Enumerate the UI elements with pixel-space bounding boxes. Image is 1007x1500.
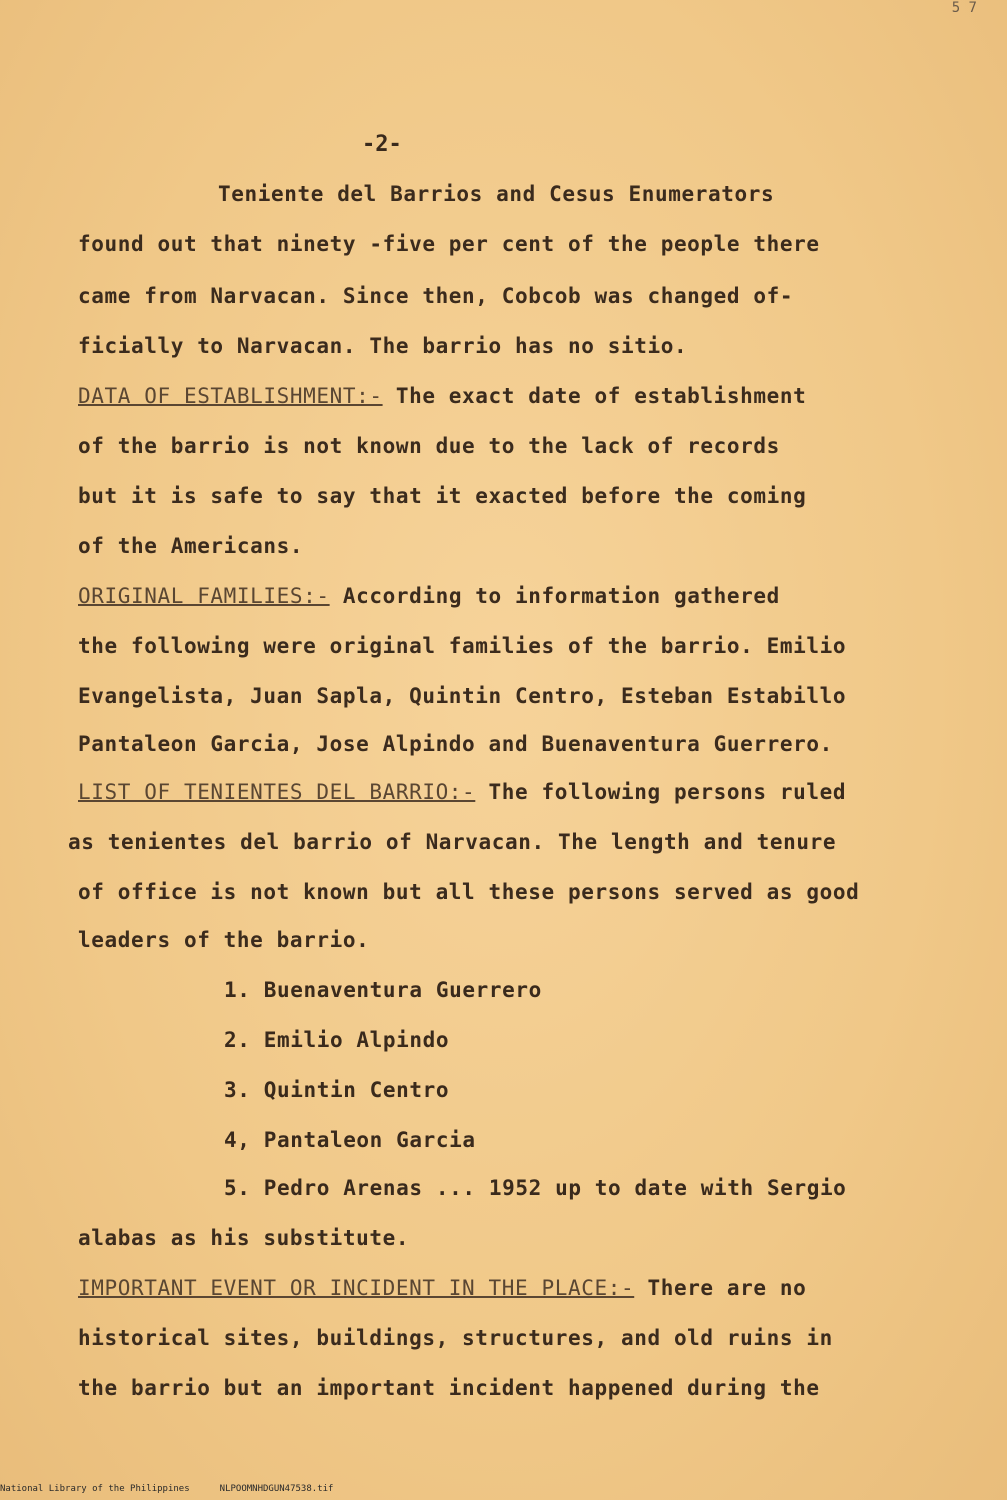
tenientes-line: as tenientes del barrio of Narvacan. The length and tenure bbox=[68, 830, 837, 854]
data-establishment-heading: DATA OF ESTABLISHMENT:- bbox=[78, 384, 383, 408]
data-establishment-line: of the Americans. bbox=[78, 534, 304, 558]
original-families-line: Evangelista, Juan Sapla, Quintin Centro, Esteban Estabillo bbox=[78, 684, 847, 708]
page-number: -2- bbox=[362, 132, 402, 157]
data-establishment-text: The exact date of establishment bbox=[382, 384, 807, 408]
important-event-line: the barrio but an important incident happened during the bbox=[78, 1376, 820, 1400]
important-event-first-line bbox=[78, 1276, 806, 1300]
intro-line: found out that ninety -five per cent of the people there bbox=[78, 232, 820, 256]
original-families-line: the following were original families of the barrio. Emilio bbox=[78, 634, 847, 658]
list-item: 5. Pedro Arenas ... 1952 up to date with Sergio bbox=[224, 1176, 847, 1200]
list-item: 1. Buenaventura Guerrero bbox=[224, 978, 542, 1002]
corner-mark: 5 7 bbox=[951, 0, 977, 16]
intro-line: Teniente del Barrios and Cesus Enumerators bbox=[218, 182, 775, 206]
footer-library: National Library of the Philippines bbox=[0, 1484, 190, 1494]
intro-line: ficially to Narvacan. The barrio has no sitio. bbox=[78, 334, 688, 358]
footer-file: NLPOOMNHDGUN47538.tif bbox=[219, 1484, 334, 1494]
original-families-text: According to information gathered bbox=[329, 584, 780, 608]
data-establishment-line: but it is safe to say that it exacted before the coming bbox=[78, 484, 807, 508]
original-families-heading: ORIGINAL FAMILIES:- bbox=[78, 584, 330, 608]
important-event-line: historical sites, buildings, structures, and old ruins in bbox=[78, 1326, 833, 1350]
scan-footer bbox=[0, 1484, 1007, 1498]
list-item: 4, Pantaleon Garcia bbox=[224, 1128, 476, 1152]
list-continuation: alabas as his substitute. bbox=[78, 1226, 410, 1250]
original-families-line: Pantaleon Garcia, Jose Alpindo and Buenaventura Guerrero. bbox=[78, 732, 833, 756]
data-establishment-line: of the barrio is not known due to the lack of records bbox=[78, 434, 780, 458]
intro-line: came from Narvacan. Since then, Cobcob was changed of- bbox=[78, 284, 794, 308]
original-families-first-line bbox=[78, 584, 780, 608]
tenientes-text: The following persons ruled bbox=[475, 780, 847, 804]
tenientes-line: of office is not known but all these persons served as good bbox=[78, 880, 860, 904]
list-item: 3. Quintin Centro bbox=[224, 1078, 450, 1102]
important-event-text: There are no bbox=[634, 1276, 807, 1300]
important-event-heading: IMPORTANT EVENT OR INCIDENT IN THE PLACE:- bbox=[78, 1276, 635, 1300]
tenientes-first-line bbox=[78, 780, 846, 804]
tenientes-heading: LIST OF TENIENTES DEL BARRIO:- bbox=[78, 780, 476, 804]
list-item: 2. Emilio Alpindo bbox=[224, 1028, 450, 1052]
tenientes-line: leaders of the barrio. bbox=[78, 928, 370, 952]
data-establishment-first-line bbox=[78, 384, 806, 408]
